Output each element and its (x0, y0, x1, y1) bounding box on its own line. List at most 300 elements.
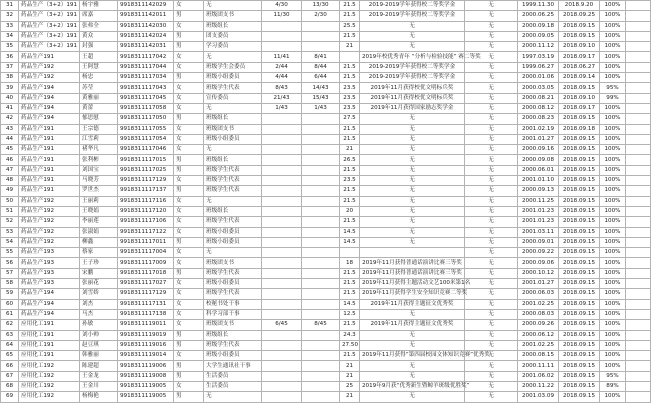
student-id-cell: 9918311117050 (118, 114, 174, 124)
rank-cell (262, 206, 302, 216)
class-cell: 应用化工191 (19, 330, 80, 340)
position-cell: 无 (204, 103, 262, 113)
birth-date-cell: 2000.09.26 (518, 320, 559, 330)
class-cell: 药品生产194 (19, 299, 80, 309)
rank-cell (262, 134, 302, 144)
fail-cell: 无 (465, 93, 518, 103)
student-name-cell: 马晓芳 (80, 176, 118, 186)
sex-cell: 男 (174, 268, 204, 278)
student-id-cell: 9918311117011 (118, 237, 174, 247)
award-cell: 2019年11月获得校优文明标兵奖 (360, 93, 465, 103)
rate-cell: 100% (600, 165, 626, 175)
fail-cell: 无 (465, 361, 518, 371)
sex-cell: 男 (174, 340, 204, 350)
empty-cell (626, 196, 651, 206)
table-row (1, 206, 651, 216)
rank-cell (302, 268, 340, 278)
score-cell: 27.50 (340, 340, 360, 350)
student-name-cell: 杨宇雅 (80, 1, 118, 11)
empty-cell (626, 289, 651, 299)
row-number-cell: 53 (1, 227, 19, 237)
rank-cell (262, 217, 302, 227)
empty-cell (626, 206, 651, 216)
birth-date-cell: 2000.11.12 (518, 42, 559, 52)
student-name-cell: 张淑娟 (80, 227, 118, 237)
enroll-date-cell: 2018.09.18 (559, 124, 600, 134)
enroll-date-cell: 2018.09.15 (559, 155, 600, 165)
position-cell: 班级学生代表 (204, 186, 262, 196)
rate-cell: 100% (600, 134, 626, 144)
row-number-cell: 32 (1, 11, 19, 21)
position-cell: 无 (204, 392, 262, 402)
empty-cell (626, 217, 651, 227)
student-id-cell: 9918311117034 (118, 73, 174, 83)
rank-cell (302, 155, 340, 165)
score-cell: 21.5 (340, 11, 360, 21)
class-cell: 药品生产192 (19, 62, 80, 72)
rate-cell: 100% (600, 176, 626, 186)
row-number-cell: 38 (1, 73, 19, 83)
table-row (1, 392, 651, 402)
rank-cell (302, 176, 340, 186)
class-cell: 应用化工191 (19, 320, 80, 330)
position-cell: 无 (204, 52, 262, 62)
rate-cell: 89% (600, 381, 626, 391)
score-cell: 21.5 (340, 279, 360, 289)
empty-cell (626, 371, 651, 381)
student-name-cell: 刘国宝 (80, 165, 118, 175)
position-cell: 大学生通讯社干事 (204, 361, 262, 371)
rank-cell: 13/30 (302, 1, 340, 11)
birth-date-cell: 2001.03.09 (518, 392, 559, 402)
enroll-date-cell: 2018.9.20 (559, 1, 600, 11)
rate-cell: 100% (600, 21, 626, 31)
sex-cell: 女 (174, 124, 204, 134)
empty-cell (626, 83, 651, 93)
student-name-cell: 江雪莉 (80, 134, 118, 144)
row-number-cell: 36 (1, 52, 19, 62)
position-cell: 学习委员 (204, 42, 262, 52)
empty-cell (626, 351, 651, 361)
rate-cell: 100% (600, 279, 626, 289)
table-row (1, 124, 651, 134)
student-id-cell: 9918311117043 (118, 83, 174, 93)
award-cell: 2019年11月获得普通话演讲比赛三等奖 (360, 258, 465, 268)
row-number-cell: 34 (1, 31, 19, 41)
position-cell: 班级学生代表 (204, 268, 262, 278)
student-id-cell: 9918311119005 (118, 381, 174, 391)
enroll-date-cell: 2018.09.15 (559, 21, 600, 31)
score-cell: 21.5 (340, 320, 360, 330)
row-number-cell: 35 (1, 42, 19, 52)
student-id-cell: 9918311117106 (118, 217, 174, 227)
rate-cell: 100% (600, 31, 626, 41)
birth-date-cell: 2001.01.10 (518, 176, 559, 186)
rank-cell (302, 279, 340, 289)
empty-cell (626, 93, 651, 103)
rank-cell: 2/30 (302, 11, 340, 21)
rank-cell (302, 31, 340, 41)
class-cell: 药品生产（3+2）191 (19, 42, 80, 52)
rank-cell (262, 227, 302, 237)
student-id-cell: 9918311142011 (118, 11, 174, 21)
fail-cell: 无 (465, 31, 518, 41)
position-cell: 班级学生代表 (204, 217, 262, 227)
student-id-cell: 9918311119016 (118, 340, 174, 350)
rank-cell (262, 361, 302, 371)
empty-cell (626, 21, 651, 31)
award-cell: 无 (360, 165, 465, 175)
student-name-cell: 刘杰 (80, 299, 118, 309)
birth-date-cell: 2000.11.22 (518, 381, 559, 391)
student-id-cell: 9918311117054 (118, 134, 174, 144)
rank-cell (262, 258, 302, 268)
student-id-cell: 9918311142029 (118, 1, 174, 11)
enroll-date-cell: 2018.09.15 (559, 371, 600, 381)
rank-cell (302, 289, 340, 299)
rate-cell: 100% (600, 145, 626, 155)
table-row (1, 165, 651, 175)
student-id-cell: 9918311117025 (118, 165, 174, 175)
award-cell: 无 (360, 330, 465, 340)
table-row (1, 237, 651, 247)
award-cell: 无 (360, 196, 465, 206)
fail-cell: 无 (465, 206, 518, 216)
rank-cell (262, 145, 302, 155)
rank-cell: 6/45 (262, 320, 302, 330)
empty-cell (626, 299, 651, 309)
fail-cell: 无 (465, 52, 518, 62)
row-number-cell: 59 (1, 289, 19, 299)
empty-cell (626, 227, 651, 237)
row-number-cell: 51 (1, 206, 19, 216)
table-row (1, 340, 651, 350)
student-name-cell: 王子珍 (80, 258, 118, 268)
row-number-cell: 57 (1, 268, 19, 278)
row-number-cell: 43 (1, 124, 19, 134)
enroll-date-cell: 2018.09.15 (559, 299, 600, 309)
student-id-cell: 9918311117120 (118, 206, 174, 216)
fail-cell: 无 (465, 217, 518, 227)
sex-cell: 女 (174, 227, 204, 237)
table-row (1, 227, 651, 237)
row-number-cell: 64 (1, 340, 19, 350)
student-name-cell: 杨忠 (80, 73, 118, 83)
class-cell: 药品生产191 (19, 134, 80, 144)
sex-cell: 男 (174, 114, 204, 124)
class-cell: 药品生产192 (19, 217, 80, 227)
table-row (1, 114, 651, 124)
row-number-cell: 69 (1, 392, 19, 402)
score-cell: 23.5 (340, 103, 360, 113)
position-cell: 团支委员 (204, 31, 262, 41)
empty-cell (626, 42, 651, 52)
score-cell: 21.5 (340, 351, 360, 361)
rank-cell (302, 340, 340, 350)
rank-cell (262, 124, 302, 134)
table-row (1, 155, 651, 165)
award-cell: 无 (360, 392, 465, 402)
score-cell: 21 (340, 145, 360, 155)
fail-cell: 无 (465, 124, 518, 134)
award-cell: 2019年校优秀青年 “分析与检验技能” 赛二等奖 (360, 52, 465, 62)
student-id-cell: 9918311119006 (118, 361, 174, 371)
empty-cell (626, 268, 651, 278)
student-name-cell: 杨梅艳 (80, 392, 118, 402)
rank-cell: 1/43 (262, 103, 302, 113)
empty-cell (626, 381, 651, 391)
position-cell: 班级学生会委员 (204, 62, 262, 72)
rank-cell: 2/44 (262, 62, 302, 72)
student-name-cell: 罗世杰 (80, 186, 118, 196)
position-cell: 无 (204, 145, 262, 155)
position-cell: 班级学生代表 (204, 176, 262, 186)
empty-cell (626, 309, 651, 319)
student-name-cell: 张利彬 (80, 155, 118, 165)
class-cell: 药品生产191 (19, 145, 80, 155)
class-cell: 药品生产194 (19, 103, 80, 113)
rank-cell (302, 124, 340, 134)
award-cell: 2019年11月获得普通话演讲比赛三等奖 (360, 268, 465, 278)
award-cell: 2019年9月获“优秀新生暨鲸羊斑级优胜奖” (360, 381, 465, 391)
score-cell: 18 (340, 258, 360, 268)
score-cell: 21.5 (340, 124, 360, 134)
class-cell: 应用化工192 (19, 392, 80, 402)
award-cell: 无 (360, 21, 465, 31)
enroll-date-cell: 2018.09.15 (559, 361, 600, 371)
enroll-date-cell: 2018.09.15 (559, 217, 600, 227)
rank-cell (262, 279, 302, 289)
class-cell: 应用化工192 (19, 381, 80, 391)
enroll-date-cell: 2018.09.15 (559, 268, 600, 278)
fail-cell: 无 (465, 237, 518, 247)
row-number-cell: 67 (1, 371, 19, 381)
student-name-cell: 王宗德 (80, 124, 118, 134)
enroll-date-cell: 2018.06.27 (559, 62, 600, 72)
student-id-cell: 9918311142030 (118, 21, 174, 31)
fail-cell: 无 (465, 392, 518, 402)
birth-date-cell: 2001.03.11 (518, 227, 559, 237)
class-cell: 应用化工192 (19, 361, 80, 371)
table-row (1, 330, 651, 340)
sex-cell: 男 (174, 42, 204, 52)
rank-cell (302, 206, 340, 216)
rate-cell: 100% (600, 361, 626, 371)
birth-date-cell: 1997.03.19 (518, 52, 559, 62)
rank-cell (302, 237, 340, 247)
fail-cell: 无 (465, 371, 518, 381)
birth-date-cell: 2001.01.27 (518, 134, 559, 144)
birth-date-cell: 2001.06.02 (518, 371, 559, 381)
student-name-cell: 封强 (80, 42, 118, 52)
birth-date-cell: 2001.01.23 (518, 217, 559, 227)
row-number-cell: 40 (1, 93, 19, 103)
score-cell: 21.5 (340, 196, 360, 206)
rate-cell: 100% (600, 309, 626, 319)
student-id-cell: 9918311117044 (118, 62, 174, 72)
fail-cell: 无 (465, 114, 518, 124)
row-number-cell: 65 (1, 351, 19, 361)
birth-date-cell: 2001.02.19 (518, 124, 559, 134)
position-cell: 班级学生代表 (204, 340, 262, 350)
class-cell: 药品生产194 (19, 309, 80, 319)
sex-cell: 男 (174, 371, 204, 381)
student-id-cell: 9918311117058 (118, 103, 174, 113)
sex-cell: 女 (174, 93, 204, 103)
rate-cell: 100% (600, 258, 626, 268)
table-row (1, 361, 651, 371)
rate-cell: 100% (600, 227, 626, 237)
sex-cell: 女 (174, 62, 204, 72)
student-name-cell: 黄雅丽 (80, 93, 118, 103)
row-number-cell: 48 (1, 176, 19, 186)
fail-cell: 无 (465, 42, 518, 52)
award-cell: 无 (360, 217, 465, 227)
sex-cell: 女 (174, 248, 204, 258)
sex-cell: 女 (174, 279, 204, 289)
rank-cell (262, 289, 302, 299)
table-row (1, 52, 651, 62)
empty-cell (626, 330, 651, 340)
birth-date-cell: 2000.09.13 (518, 186, 559, 196)
rank-cell (302, 392, 340, 402)
row-number-cell: 66 (1, 361, 19, 371)
class-cell: 药品生产191 (19, 165, 80, 175)
student-id-cell: 9918311117042 (118, 52, 174, 62)
sex-cell: 女 (174, 134, 204, 144)
fail-cell: 无 (465, 340, 518, 350)
award-cell: 无 (360, 371, 465, 381)
sex-cell: 男 (174, 330, 204, 340)
sex-cell: 女 (174, 351, 204, 361)
empty-cell (626, 145, 651, 155)
fail-cell: 无 (465, 155, 518, 165)
table-row (1, 320, 651, 330)
table-row (1, 289, 651, 299)
fail-cell: 无 (465, 186, 518, 196)
student-id-cell: 9918311117138 (118, 309, 174, 319)
award-cell: 无 (360, 227, 465, 237)
award-cell: 无 (360, 134, 465, 144)
student-id-cell: 9918311117116 (118, 196, 174, 206)
class-cell: 药品生产191 (19, 124, 80, 134)
sex-cell: 女 (174, 196, 204, 206)
student-name-cell: 郁思慰 (80, 114, 118, 124)
sex-cell: 男 (174, 237, 204, 247)
enroll-date-cell: 2018.09.15 (559, 83, 600, 93)
student-name-cell: 王超 (80, 52, 118, 62)
score-cell: 21 (340, 392, 360, 402)
rate-cell: 100% (600, 268, 626, 278)
empty-cell (626, 1, 651, 11)
student-name-cell: 宋鹏 (80, 268, 118, 278)
enroll-date-cell: 2018.09.15 (559, 237, 600, 247)
award-cell: 无 (360, 145, 465, 155)
position-cell: 宣传委员 (204, 93, 262, 103)
empty-cell (626, 124, 651, 134)
score-cell: 21.5 (340, 186, 360, 196)
student-name-cell: 苏莹 (80, 83, 118, 93)
rank-cell (262, 31, 302, 41)
fail-cell: 无 (465, 330, 518, 340)
position-cell: 班级学生代表 (204, 165, 262, 175)
award-cell: 无 (360, 206, 465, 216)
award-cell: 无 (360, 237, 465, 247)
birth-date-cell: 2000.09.16 (518, 145, 559, 155)
table-row (1, 1, 651, 11)
student-name-cell: 蔡家 (80, 248, 118, 258)
position-cell: 生活委员 (204, 381, 262, 391)
birth-date-cell: 1999.11.30 (518, 1, 559, 11)
rank-cell (302, 145, 340, 155)
table-row (1, 381, 651, 391)
position-cell: 班级小组委员 (204, 237, 262, 247)
birth-date-cell: 2000.06.03 (518, 289, 559, 299)
rank-cell (262, 351, 302, 361)
birth-date-cell: 2000.10.12 (518, 268, 559, 278)
student-name-cell: 王丽莉 (80, 196, 118, 206)
student-name-cell: 褚华凡 (80, 145, 118, 155)
award-cell: 无 (360, 176, 465, 186)
empty-cell (626, 134, 651, 144)
award-cell: 2019年11月获得主题征文优秀奖 (360, 320, 465, 330)
score-cell (340, 52, 360, 62)
class-cell: 药品生产192 (19, 237, 80, 247)
birth-date-cell: 1999.06.27 (518, 62, 559, 72)
class-cell: 药品生产191 (19, 155, 80, 165)
table-row (1, 83, 651, 93)
fail-cell: 无 (465, 258, 518, 268)
class-cell: 药品生产194 (19, 83, 80, 93)
rank-cell (302, 186, 340, 196)
row-number-cell: 55 (1, 248, 19, 258)
student-id-cell: 9918311119014 (118, 351, 174, 361)
empty-cell (626, 176, 651, 186)
score-cell: 26.5 (340, 155, 360, 165)
table-row (1, 309, 651, 319)
sex-cell: 女 (174, 217, 204, 227)
enroll-date-cell: 2018.09.15 (559, 186, 600, 196)
award-cell: 无 (360, 309, 465, 319)
rank-cell (262, 392, 302, 402)
position-cell: 班级团支书 (204, 124, 262, 134)
enroll-date-cell: 2018.09.15 (559, 114, 600, 124)
table-row (1, 134, 651, 144)
score-cell: 21.5 (340, 165, 360, 175)
birth-date-cell: 2000.09.05 (518, 31, 559, 41)
row-number-cell: 52 (1, 217, 19, 227)
sex-cell: 女 (174, 103, 204, 113)
birth-date-cell: 2000.09.01 (518, 237, 559, 247)
rate-cell: 100% (600, 196, 626, 206)
birth-date-cell: 2000.08.12 (518, 103, 559, 113)
rate-cell: 100% (600, 320, 626, 330)
student-id-cell: 9918311117131 (118, 299, 174, 309)
row-number-cell: 44 (1, 134, 19, 144)
row-number-cell: 49 (1, 186, 19, 196)
class-cell: 药品生产193 (19, 258, 80, 268)
empty-cell (626, 392, 651, 402)
award-cell: 2019-2019学年获得校二等奖学金 (360, 11, 465, 21)
rank-cell (262, 21, 302, 31)
student-name-cell: 黄众 (80, 31, 118, 41)
sex-cell: 女 (174, 289, 204, 299)
award-cell: 无 (360, 114, 465, 124)
table-row (1, 103, 651, 113)
rank-cell (262, 196, 302, 206)
rate-cell: 100% (600, 237, 626, 247)
student-name-cell: 韩雅丽 (80, 351, 118, 361)
